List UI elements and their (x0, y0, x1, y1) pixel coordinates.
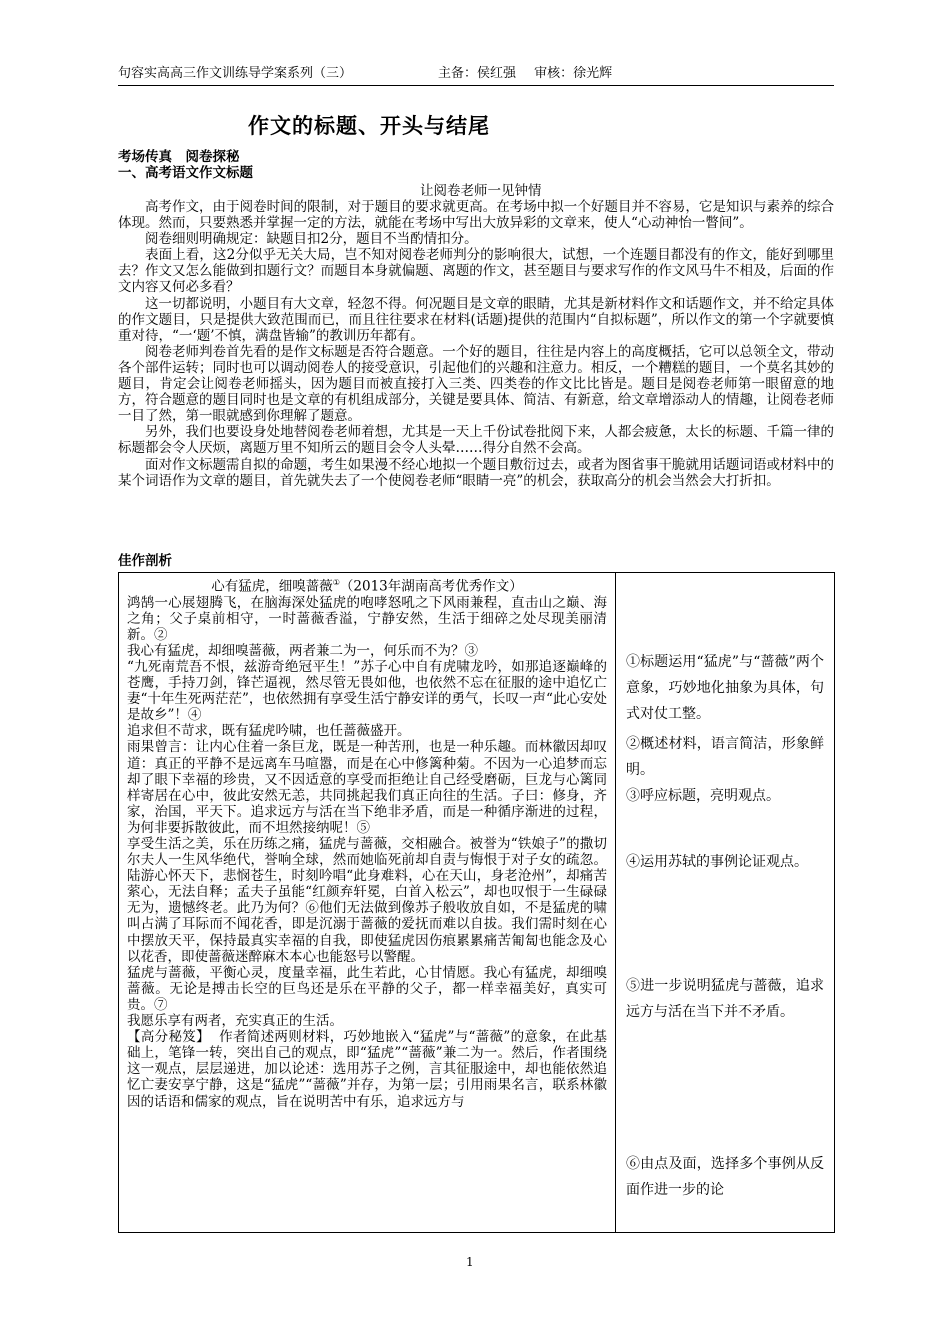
paragraph: 阅卷老师判卷首先看的是作文标题是否符合题意。一个好的题目，往往是内容上的高度概括，它可以总领全文，带动各个部件运转；同时也可以调动阅卷人的接受意识，引起他们的兴趣和注意力。相反，一个糟糕的题目，一个莫名其妙的题目，肯定会让阅卷老师摇头，因为题目而被直接打入三类、四类卷的作文比比皆是。题目是阅卷老师第一眼留意的地方，符合题意的题目同时也是文章的有机组成部分，关键是要具体、简洁、有新意，给文章增添动人的情趣，让阅卷老师一目了然，第一眼就感到你理解了题意。 (118, 343, 834, 425)
essay-paragraph: 我愿乐享有两者，充实真正的生活。 (127, 1013, 343, 1030)
series-title: 句容实高高三作文训练导学案系列（三） (118, 66, 353, 81)
essay-title-mark: ① (332, 578, 340, 587)
essay-paragraph: 猛虎与蔷薇，平衡心灵，度量幸福，此生若此，心甘情愿。我心有猛虎，却细嗅蔷薇。无论是搏击长空的巨鸟还是乐在平静的父子，都一样幸福美好，真实可贵。⑦ (127, 964, 607, 1013)
note-4: ④运用苏轼的事例论证观点。 (626, 854, 808, 870)
paragraph: 表面上看，这2分似乎无关大局，岂不知对阅卷老师判分的影响很大，试想，一个连题目都没有的作文，能好到哪里去？作文又怎么能做到扣题行文？而题目本身就偏题、离题的作文，甚至题目与要求写作的作文风马牛不相及，后面的作文内容又何必多看？ (118, 247, 834, 296)
essay-title-source: （2013年湖南高考优秀作文） (339, 578, 523, 595)
essay-paragraph: 雨果曾言：让内心住着一条巨龙，既是一种苦刑，也是一种乐趣。而林徽因却叹道：真正的平静不是远离车马喧嚣，而是在心中修篱种菊。不因为一心追梦而忘却了眼下幸福的珍贵，又不因适意的享受而拒绝让自己经受磨砺，巨龙与心篱同样寄居在心中，彼此安然无恙，共同挑起我们真正向往的生活。子曰：修身，齐家，治国，平天下。追求远方与活在当下绝非矛盾，而是一种循序渐进的过程，为何非要拆散彼此，而不坦然接纳呢！⑤ (127, 739, 607, 836)
section-heading-main: 考场传真 阅卷探秘 (118, 149, 240, 165)
comment-text: 作者简述两则材料，巧妙地嵌入“猛虎”与“蔷薇”的意象，在此基础上，笔锋一转，突出自己的观点，即“猛虎”“蔷薇”兼二为一。然后，作者围绕这一观点，层层递进，加以论述：选用苏子之例，言其征服途中，却也能依然追忆亡妻安享宁静，这是“猛虎”“蔷薇”并存，为第一层；引用雨果名言，联系林徽因的话语和儒家的观点，旨在说明苦中有乐，追求远方与 (127, 1029, 608, 1110)
body-text (118, 199, 834, 489)
page-number: 1 (466, 1255, 474, 1269)
section-heading-analysis: 佳作剖析 (118, 553, 172, 569)
page-title: 作文的标题、开头与结尾 (248, 114, 490, 138)
essay-paragraph: 追求但不苛求，既有猛虎吟啸，也任蔷薇盛开。 (127, 723, 411, 740)
note-1: ①标题运用“猛虎”与“蔷薇”两个意象，巧妙地化抽象为具体，句式对仗工整。 (626, 654, 824, 722)
note-2: ②概述材料，语言简洁，形象鲜明。 (626, 736, 824, 778)
paragraph: 这一切都说明，小题目有大文章，轻忽不得。何况题目是文章的眼睛，尤其是新材料作文和话题作文，并不给定具体的作文题目，只是提供大致范围而已，而且往往要求在材料(话题)提供的范围内“自拟标题”，所以作文的第一个字就要慎重对待，“一‘题’不慎，满盘皆输”的教训历年都有。 (118, 295, 834, 344)
essay-analysis-table (118, 572, 835, 1233)
paragraph: 面对作文标题需自拟的命题，考生如果漫不经心地拟一个题目敷衍过去，或者为图省事干脆就用话题词语或材料中的某个词语作为文章的题目，首先就失去了一个使阅卷老师“眼睛一亮”的机会，获取高分的机会当然会大打折扣。 (118, 456, 834, 489)
essay-title-text: 心有猛虎，细嗅蔷薇 (211, 578, 333, 595)
essay-comment (127, 1029, 607, 1109)
comment-label: 【高分秘笈】 (127, 1029, 210, 1046)
essay-paragraph: 鸿鹄一心展翅腾飞，在脑海深处猛虎的咆哮怒吼之下风雨兼程，直击山之巅、海之角；父子桌前相守，一时蔷薇香溢，宁静安然，生活于细碎之处尽现美丽清新。② (127, 594, 607, 643)
notes-cell (616, 573, 835, 1233)
paragraph: 另外，我们也要设身处地替阅卷老师着想，尤其是一天上千份试卷批阅下来，人都会疲惫，太长的标题、千篇一律的标题都会令人厌烦，离题万里不知所云的题目会令人头晕……得分自然不会高。 (118, 424, 834, 457)
chief-author: 主备：侯红强 (438, 66, 517, 81)
subtitle: 让阅卷老师一见钟情 (420, 183, 542, 199)
page-header (118, 64, 834, 86)
essay-body (127, 595, 607, 1110)
essay-paragraph: 享受生活之美，乐在历练之痛，猛虎与蔷薇，交相融合。被誉为“铁娘子”的撒切尔夫人一生风华绝代，誉响全球，然而她临死前却自责与悔恨于对子女的疏忽。陆游心怀天下，悲悯苍生，时刻吟唱“此身难料，心在天山，身老沧州”，却痛苦萦心，无法自释；孟夫子虽能“红颜弃轩冕，白首入松云”，却也叹恨于一生碌碌无为，遗憾终老。此乃为何？⑥他们无法做到像苏子般收放自如，不是猛虎的啸叫占满了耳际而不闻花香，即是沉溺于蔷薇的爱抚而难以自拔。我们需时刻在心中摆放天平，保持最真实幸福的自我，即使猛虎因伤痕累累痛苦匍匐也能念及心以花香，即使蔷薇迷醉麻木本心也能怒号以警醒。 (127, 836, 607, 965)
essay-paragraph: 我心有猛虎，却细嗅蔷薇，两者兼二为一，何乐而不为？③ (127, 642, 478, 659)
essay-cell (119, 573, 616, 1233)
note-3: ③呼应标题，亮明观点。 (626, 788, 780, 804)
essay-title (127, 575, 607, 595)
paragraph: 阅卷细则明确规定：缺题目扣2分，题目不当酌情扣分。 (145, 231, 478, 248)
section-heading-one: 一、高考语文作文标题 (118, 165, 253, 181)
essay-paragraph: “九死南荒吾不恨，兹游奇绝冠平生！”苏子心中自有虎啸龙吟，如那追逐巅峰的苍鹰，手持刀剑，锋芒逼视，然尽管无畏如他，也依然不忘在征服的途中追忆亡妻“十年生死两茫茫”，也依然拥有享受生活宁静安详的勇气，长叹一声“此心安处是故乡”！④ (127, 658, 607, 724)
author-info (438, 64, 626, 84)
paragraph: 高考作文，由于阅卷时间的限制，对于题目的要求就更高。在考场中拟一个好题目并不容易，它是知识与素养的综合体现。然而，只要熟悉并掌握一定的方法，就能在考场中写出大放异彩的文章来，使人“心动神怡一瞥间”。 (118, 199, 834, 232)
note-5: ⑤进一步说明猛虎与蔷薇，追求远方与活在当下并不矛盾。 (626, 978, 824, 1020)
reviewer: 审核：徐光辉 (534, 66, 613, 81)
note-6: ⑥由点及面，选择多个事例从反面作进一步的论 (626, 1156, 824, 1198)
